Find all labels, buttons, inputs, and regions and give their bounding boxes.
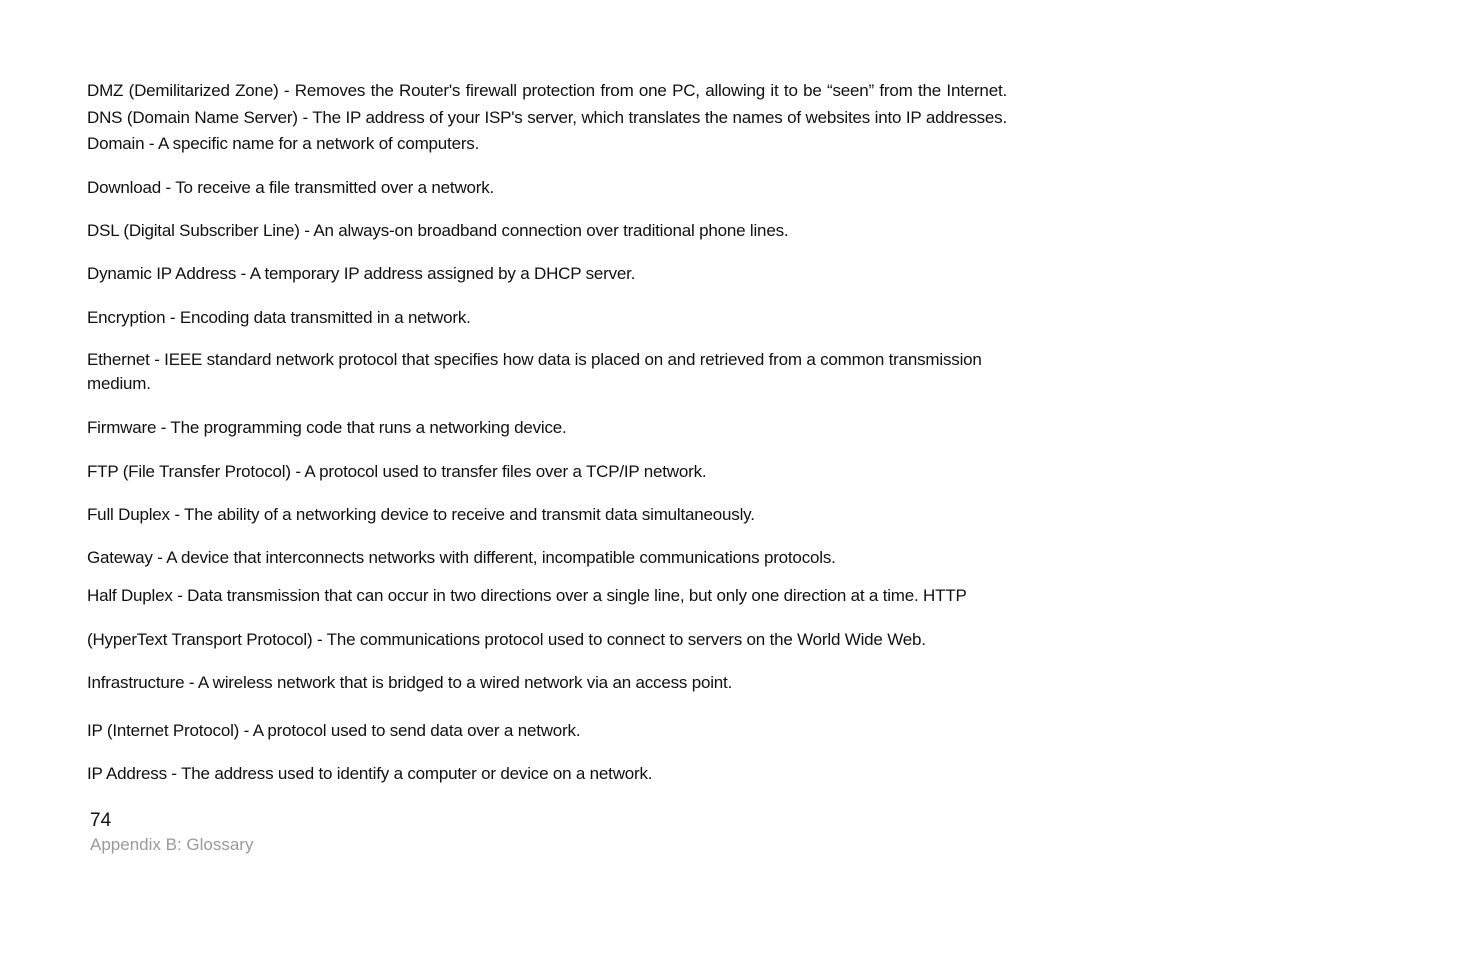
glossary-entry-infrastructure: Infrastructure - A wireless network that is bridged to a wired network via an access point. <box>87 673 733 692</box>
glossary-entry-full-duplex: Full Duplex - The ability of a networking device to receive and transmit data simultaneously. <box>87 505 755 524</box>
glossary-entry-download: Download - To receive a file transmitted over a network. <box>87 178 495 197</box>
glossary-entry-dynamic-ip: Dynamic IP Address - A temporary IP address assigned by a DHCP server. <box>87 264 636 283</box>
glossary-entry-ethernet: Ethernet - IEEE standard network protocol that specifies how data is placed on and retrieved from a common transmission medium. <box>87 350 982 393</box>
glossary-entry-ftp: FTP (File Transfer Protocol) - A protocol used to transfer files over a TCP/IP network. <box>87 462 707 481</box>
glossary-entry-dsl: DSL (Digital Subscriber Line) - An always-on broadband connection over traditional phone lines. <box>87 221 789 240</box>
glossary-entry-firmware: Firmware - The programming code that runs a networking device. <box>87 418 567 437</box>
glossary-entry-ip-address: IP Address - The address used to identify a computer or device on a network. <box>87 764 653 783</box>
glossary-entry-ip: IP (Internet Protocol) - A protocol used to send data over a network. <box>87 721 581 740</box>
glossary-entry-dmz: DMZ (Demilitarized Zone) - Removes the Router's firewall protection from one PC, allowing it to be “seen” from the Internet. <box>87 81 1007 100</box>
page-number: 74 <box>90 810 112 831</box>
glossary-entry-http: (HyperText Transport Protocol) - The communications protocol used to connect to servers on the World Wide Web. <box>87 630 926 649</box>
glossary-entry-dns: DNS (Domain Name Server) - The IP address of your ISP's server, which translates the names of websites into IP addresses. <box>87 108 1007 127</box>
glossary-entry-domain: Domain - A specific name for a network of computers. <box>87 134 480 153</box>
glossary-entry-half-duplex: Half Duplex - Data transmission that can occur in two directions over a single line, but only one direction at a time. HTTP <box>87 586 967 605</box>
section-title: Appendix B: Glossary <box>90 835 254 854</box>
glossary-entry-gateway: Gateway - A device that interconnects networks with different, incompatible communications protocols. <box>87 548 836 567</box>
glossary-entry-encryption: Encryption - Encoding data transmitted in a network. <box>87 308 471 327</box>
